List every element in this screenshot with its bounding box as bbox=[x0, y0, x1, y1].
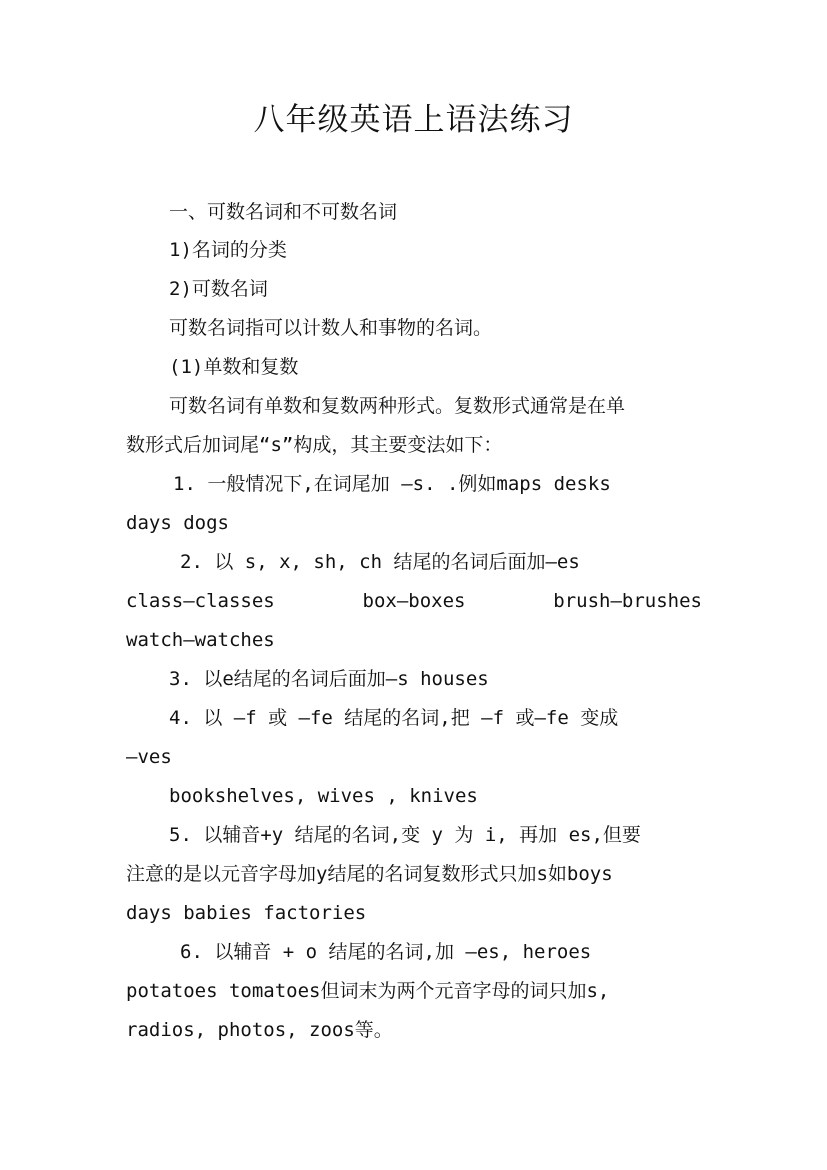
paragraph-line: watch—watches bbox=[126, 629, 275, 651]
paragraph-line bbox=[126, 588, 702, 614]
paragraph-line: (1)单数和复数 bbox=[169, 356, 299, 378]
document-title: 八年级英语上语法练习 bbox=[253, 102, 574, 138]
example-word: brush—brushes bbox=[553, 590, 702, 612]
paragraph-line: 5. 以辅音+y 结尾的名词,变 y 为 i, 再加 es,但要 bbox=[169, 824, 641, 846]
paragraph-line: 2)可数名词 bbox=[169, 278, 268, 300]
paragraph-line: days dogs bbox=[126, 512, 229, 534]
paragraph-line: bookshelves, wives , knives bbox=[169, 785, 478, 807]
paragraph-line: 可数名词指可以计数人和事物的名词。 bbox=[169, 317, 493, 339]
example-word: box—boxes bbox=[362, 590, 466, 612]
paragraph-line: 2. 以 s, x, sh, ch 结尾的名词后面加—es bbox=[180, 551, 580, 573]
example-word: class—classes bbox=[126, 590, 275, 612]
paragraph-line: 6. 以辅音 + o 结尾的名词,加 —es, heroes bbox=[180, 941, 592, 963]
paragraph-line: potatoes tomatoes但词末为两个元音字母的词只加s, bbox=[126, 980, 610, 1002]
paragraph-line: 数形式后加词尾“s”构成，其主要变法如下： bbox=[126, 434, 503, 456]
paragraph-line: radios, photos, zoos等。 bbox=[126, 1019, 393, 1041]
paragraph-line: 3. 以e结尾的名词后面加—s houses bbox=[169, 668, 489, 690]
paragraph-line: 可数名词有单数和复数两种形式。复数形式通常是在单 bbox=[169, 395, 626, 417]
paragraph-line: 4. 以 —f 或 —fe 结尾的名词,把 —f 或—fe 变成 bbox=[169, 707, 619, 729]
paragraph-line: 1. 一般情况下,在词尾加 —s. .例如maps desks bbox=[173, 473, 611, 495]
paragraph-line: 1)名词的分类 bbox=[169, 239, 287, 261]
paragraph-line: 注意的是以元音字母加y结尾的名词复数形式只加s如boys bbox=[126, 863, 613, 885]
paragraph-line: —ves bbox=[126, 746, 172, 768]
paragraph-line: days babies factories bbox=[126, 902, 367, 924]
section-heading: 一、可数名词和不可数名词 bbox=[169, 201, 398, 223]
